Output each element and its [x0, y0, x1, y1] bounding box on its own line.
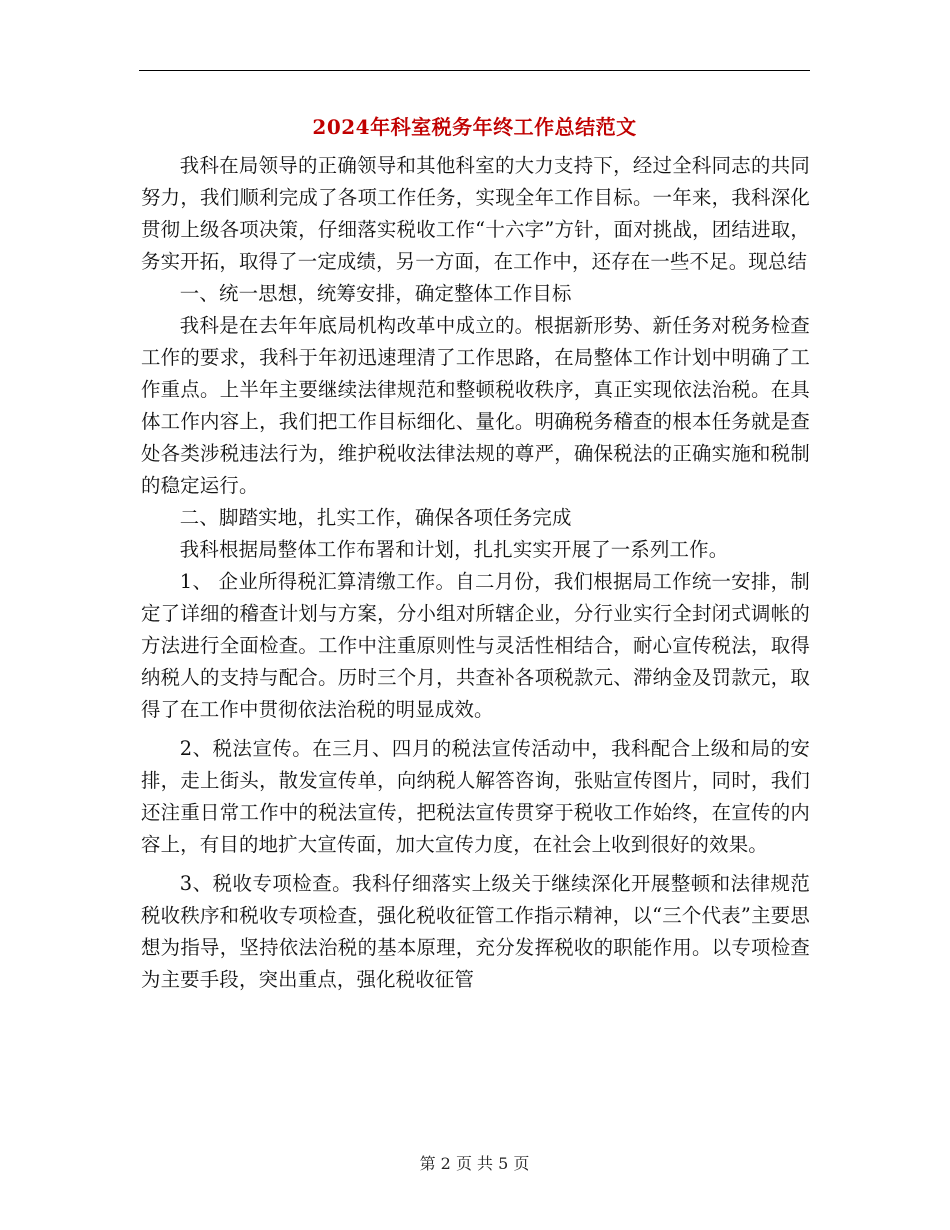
heading-section-2: 二、脚踏实地，扎实工作，确保各项任务完成 — [179, 506, 572, 529]
paragraph-section-1: 我科是在去年年底局机构改革中成立的。根据新形势、新任务对税务检查工作的要求，我科于年初迅速理清了工作思路，在局整体工作计划中明确了工作重点。上半年主要继续法律规范和整顿税收秩序，真正实现依法治税。在具体工作内容上，我们把工作目标细化、量化。明确税务稽查的根本任务就是查处各类涉税违法行为，维护税收法律法规的尊严，确保税法的正确实施和税制的稳定运行。 — [141, 314, 810, 497]
page-footer — [139, 1152, 810, 1176]
header-rule — [139, 70, 810, 71]
paragraph-item-1: 1、 企业所得税汇算清缴工作。自二月份，我们根据局工作统一安排，制定了详细的稽查计划与方案，分小组对所辖企业，分行业实行全封闭式调帐的方法进行全面检查。工作中注重原则性与灵活性相结合，耐心宣传税法，取得纳税人的支持与配合。历时三个月，共查补各项税款元、滞纳金及罚款元，取得了在工作中贯彻依法治税的明显成效。 — [141, 570, 810, 721]
page-number: 第 2 页 共 5 页 — [419, 1154, 530, 1173]
heading-section-1: 一、统一思想，统筹安排，确定整体工作目标 — [179, 282, 572, 305]
paragraph-intro: 我科在局领导的正确领导和其他科室的大力支持下，经过全科同志的共同努力，我们顺利完成了各项工作任务，实现全年工作目标。一年来，我科深化贯彻上级各项决策，仔细落实税收工作“十六字”方针，面对挑战，团结进取，务实开拓，取得了一定成绩，另一方面，在工作中，还存在一些不足。现总结 — [141, 154, 810, 273]
paragraph-item-3: 3、税收专项检查。我科仔细落实上级关于继续深化开展整顿和法律规范税收秩序和税收专项检查，强化税收征管工作指示精神，以“三个代表”主要思想为指导，坚持依法治税的基本原理，充分发挥税收的职能作用。以专项检查为主要手段，突出重点，强化税收征管 — [141, 872, 810, 991]
paragraph-item-2: 2、税法宣传。在三月、四月的税法宣传活动中，我科配合上级和局的安排，走上街头，散发宣传单，向纳税人解答咨询，张贴宣传图片，同时，我们还注重日常工作中的税法宣传，把税法宣传贯穿于税收工作始终，在宣传的内容上，有目的地扩大宣传面，加大宣传力度，在社会上收到很好的效果。 — [141, 737, 810, 856]
document-title: 2024年科室税务年终工作总结范文 — [312, 115, 637, 139]
document-body — [141, 150, 810, 996]
paragraph-section-2-intro: 我科根据局整体工作布署和计划，扎扎实实开展了一系列工作。 — [179, 538, 729, 561]
